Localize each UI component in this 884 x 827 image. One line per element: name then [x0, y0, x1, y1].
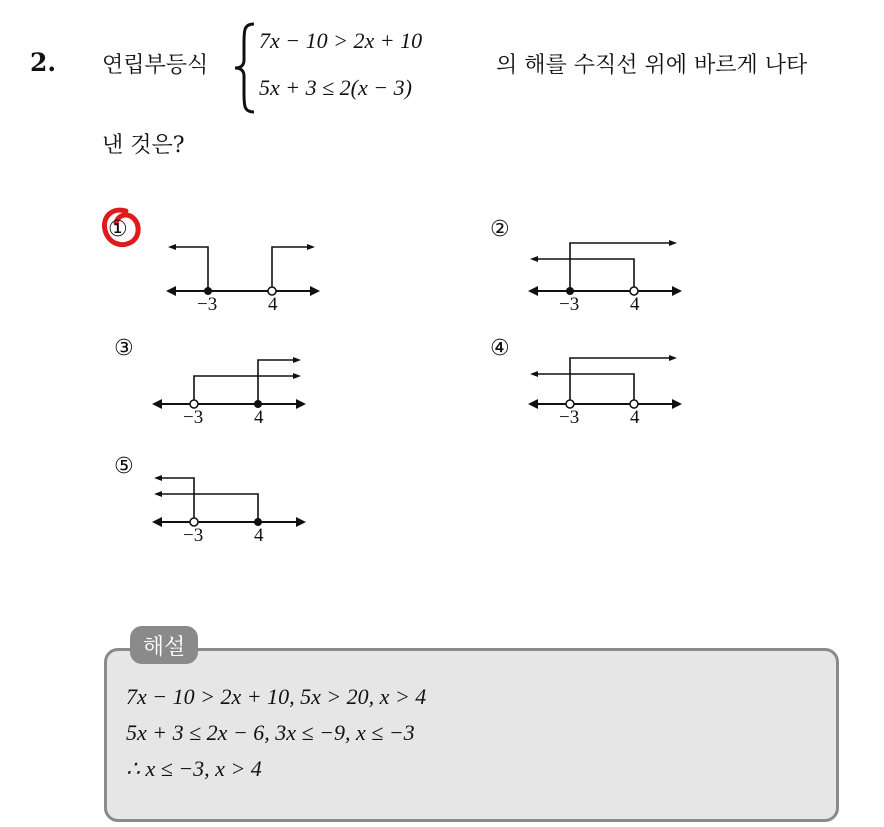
choice-3-label: ③ [114, 336, 134, 361]
solution-line-1: 7x − 10 > 2x + 10, 5x > 20, x > 4 [126, 684, 427, 709]
solution-line-3: ∴ x ≤ −3, x > 4 [126, 756, 262, 781]
choice-1[interactable] [100, 205, 330, 325]
tick-label-neg3: −3 [559, 294, 580, 315]
tick-label-neg3: −3 [183, 407, 204, 428]
question-number: 2. [30, 48, 57, 77]
tick-label-4: 4 [630, 407, 640, 428]
choice-1-number-line [160, 235, 330, 305]
choice-5[interactable] [110, 448, 340, 558]
choice-2-label: ② [490, 217, 510, 242]
tick-label-neg3: −3 [197, 294, 218, 315]
system-brace [232, 20, 258, 116]
tick-label-4: 4 [254, 407, 264, 428]
tick-label-4: 4 [268, 294, 278, 315]
inequality-2: 5x + 3 ≤ 2(x − 3) [259, 75, 412, 100]
choice-3[interactable] [110, 330, 340, 440]
choice-4-number-line [522, 348, 692, 418]
question-prompt-end: 의 해를 수직선 위에 바르게 나타 [496, 53, 808, 78]
solution-tab: 해설 [130, 626, 198, 664]
choice-2-number-line [522, 235, 692, 305]
question-prompt-start: 연립부등식 [102, 53, 209, 78]
choice-4-label: ④ [490, 336, 510, 361]
choice-2[interactable] [486, 205, 716, 325]
choice-5-number-line [146, 466, 316, 536]
choice-3-number-line [146, 348, 316, 418]
tick-label-neg3: −3 [183, 525, 204, 546]
tick-label-neg3: −3 [559, 407, 580, 428]
inequality-1: 7x − 10 > 2x + 10 [259, 28, 423, 53]
tick-label-4: 4 [630, 294, 640, 315]
choice-1-label: ① [108, 217, 128, 242]
choice-4[interactable] [486, 330, 716, 440]
question-prompt-continued: 낸 것은? [102, 133, 185, 158]
solution-line-2: 5x + 3 ≤ 2x − 6, 3x ≤ −9, x ≤ −3 [126, 720, 415, 745]
choice-5-label: ⑤ [114, 454, 134, 479]
tick-label-4: 4 [254, 525, 264, 546]
